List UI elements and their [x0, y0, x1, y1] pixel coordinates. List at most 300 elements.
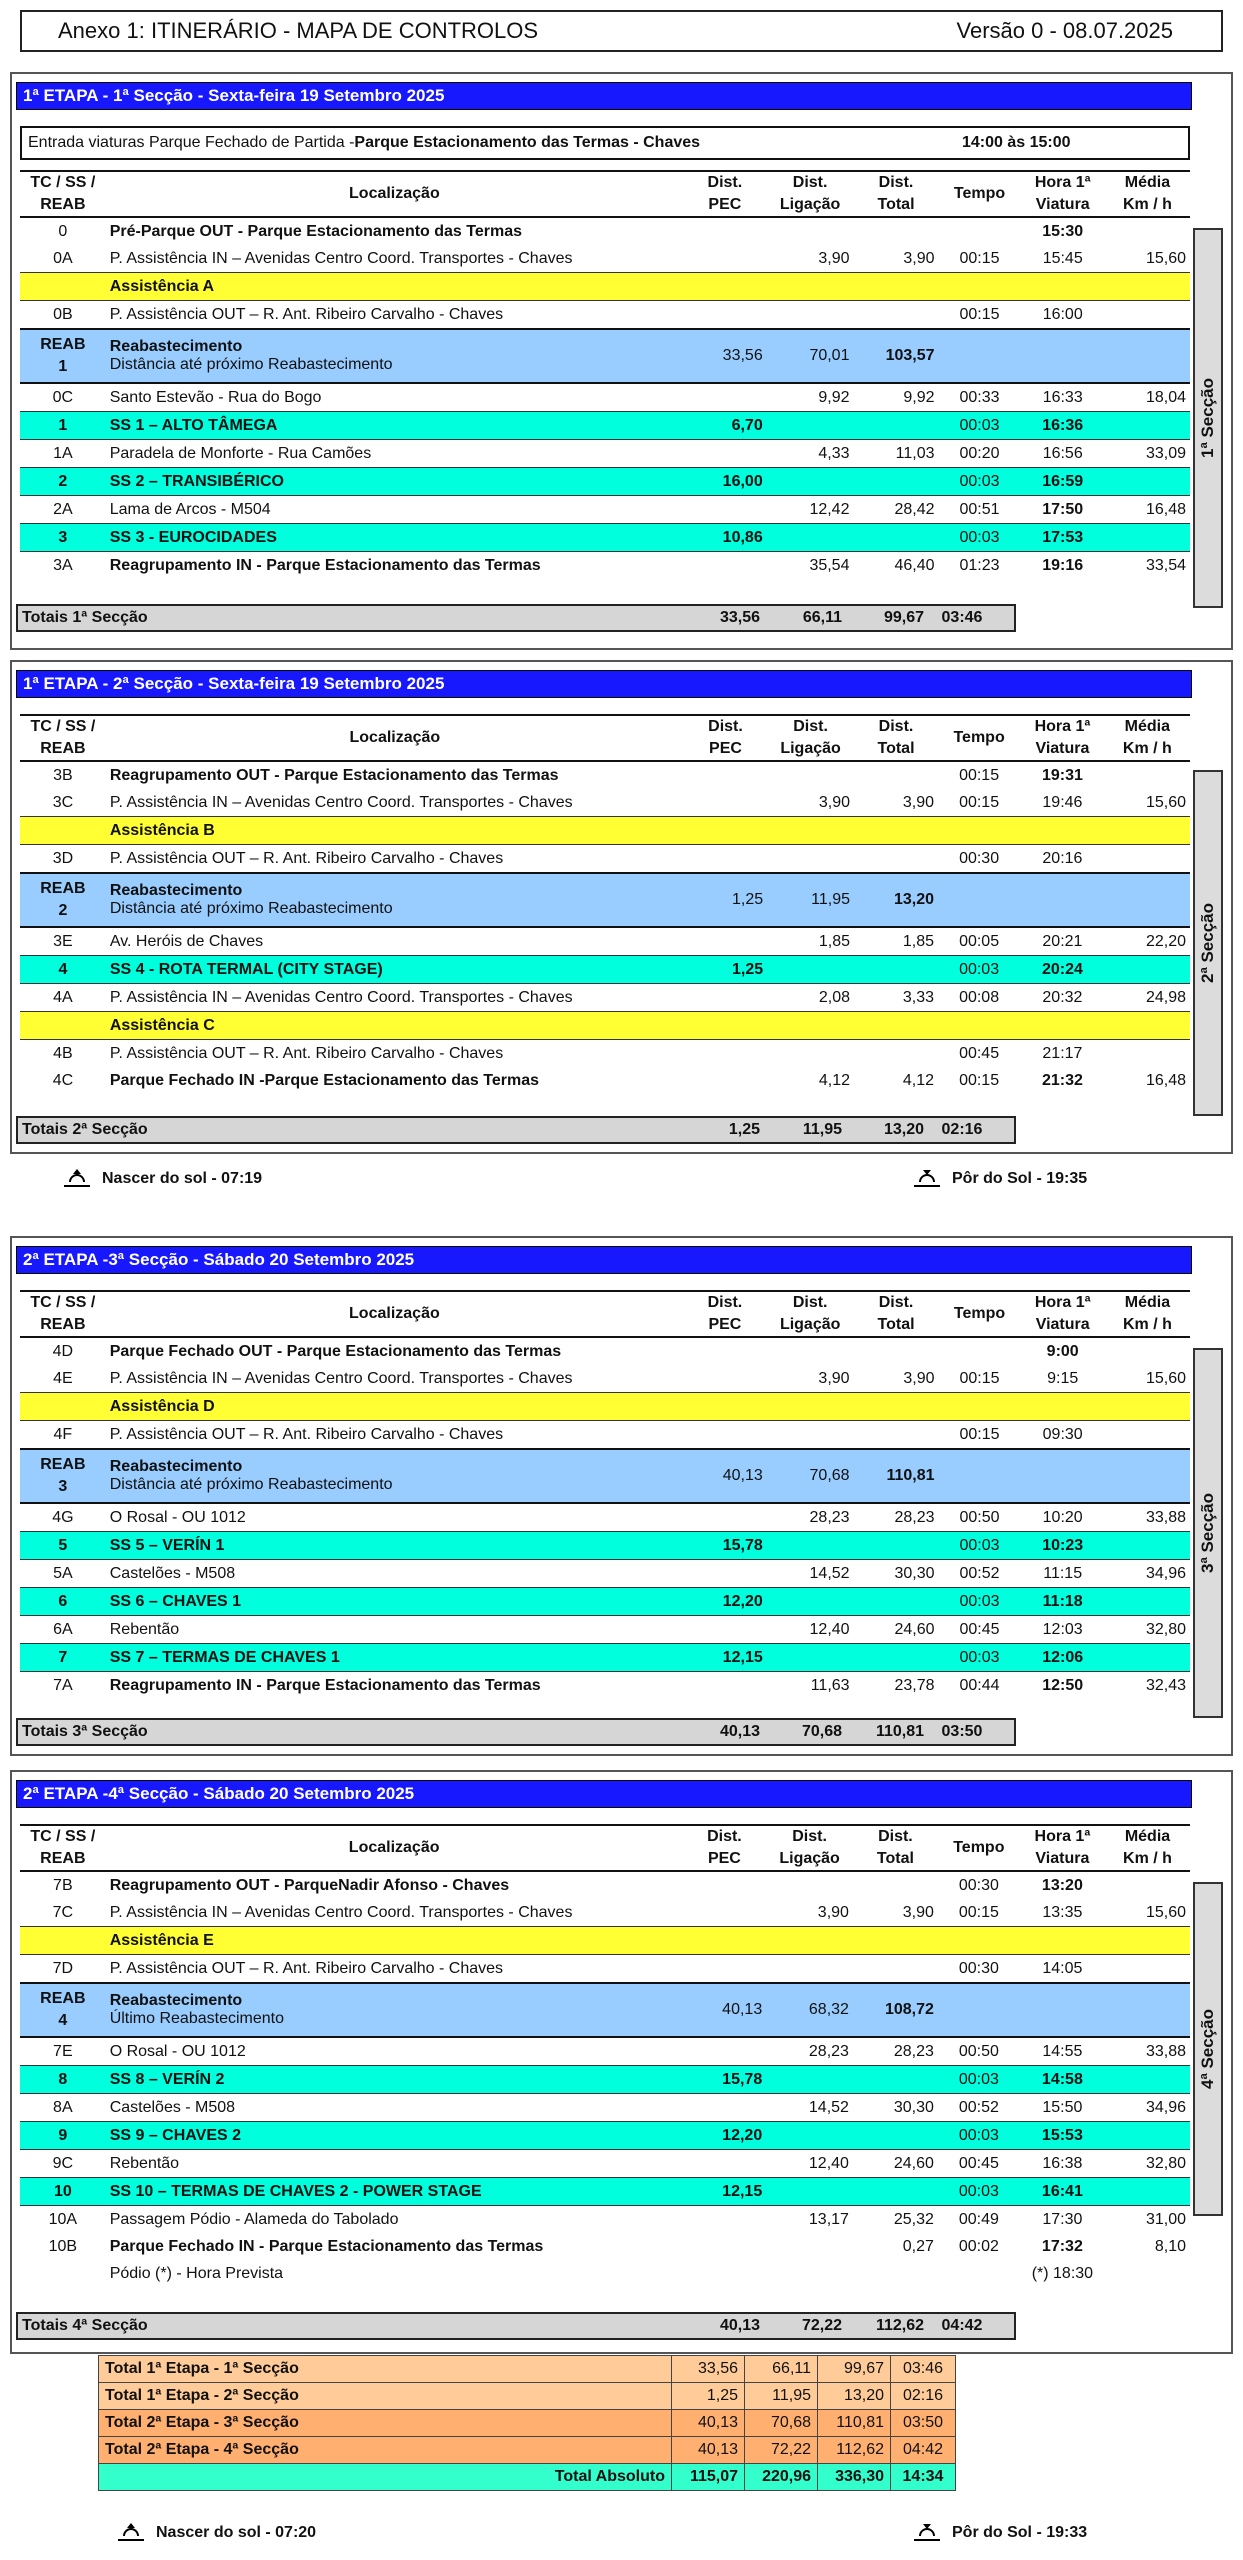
- row-dist-total: [853, 468, 938, 496]
- row-dist-ligacao: 2,08: [818, 988, 851, 1006]
- row-dist-total: 28,42: [894, 500, 935, 518]
- row-dist-pec: 33,56: [683, 329, 767, 383]
- row-media: 34,96: [1145, 1564, 1186, 1582]
- row-dist-total: [853, 524, 938, 552]
- row-id: 3A: [53, 556, 73, 574]
- row-media: 32,80: [1145, 1620, 1186, 1638]
- row-dist-pec: 12,20: [683, 1588, 767, 1616]
- row-dist-pec: 16,00: [683, 468, 767, 496]
- document-version: Versão 0 - 08.07.2025: [956, 18, 1173, 43]
- row-dist-total: 3,90: [903, 249, 935, 267]
- table-row: [20, 1955, 1190, 1984]
- summary-ligacao: 11,95: [745, 2383, 818, 2410]
- row-dist-ligacao: 12,40: [808, 2154, 849, 2172]
- row-id: 4B: [53, 1044, 73, 1062]
- row-location: Reagrupamento IN - Parque Estacionamento das Termas: [109, 556, 541, 574]
- totals-tot: 112,62: [875, 2317, 924, 2334]
- summary-ligacao: 66,11: [745, 2356, 818, 2383]
- col-media-sublabel: Km / h: [1123, 1850, 1172, 1867]
- row-dist-pec: 12,15: [683, 2178, 767, 2206]
- row-tempo: 00:03: [939, 1532, 1021, 1560]
- row-tempo: 00:15: [959, 1071, 1000, 1089]
- row-tempo: 00:15: [959, 305, 1000, 323]
- stage-row: [20, 2066, 1190, 2094]
- row-media: [1105, 217, 1190, 245]
- summary-tempo: 02:16: [891, 2383, 956, 2410]
- row-location: P. Assistência OUT – R. Ant. Ribeiro Carvalho - Chaves: [109, 305, 504, 323]
- row-location: [106, 1983, 683, 2037]
- row-media: [1105, 2178, 1190, 2206]
- side-text: 3ª Secção: [1198, 1492, 1218, 1574]
- row-location: SS 1 – ALTO TÂMEGA: [106, 412, 683, 440]
- stage-row: [20, 956, 1190, 984]
- row-dist-total: 3,33: [902, 988, 934, 1006]
- refuel-label: Reabastecimento: [109, 1458, 243, 1475]
- totals-tempo: 03:46: [941, 609, 983, 626]
- row-tempo: 00:30: [958, 1959, 999, 1977]
- row-dist-total: [853, 2260, 938, 2287]
- row-media: [1105, 1983, 1190, 2037]
- row-media: 22,20: [1145, 932, 1186, 950]
- row-dist-ligacao: [767, 845, 854, 874]
- col-pec-label: Dist.: [707, 174, 743, 191]
- col-loc-header: [106, 171, 683, 217]
- side-text: 1ª Secção: [1198, 377, 1218, 459]
- row-dist-pec: [683, 217, 767, 245]
- row-media: [1105, 1588, 1190, 1616]
- col-hora-header: [1020, 1825, 1105, 1871]
- row-dist-pec: [683, 496, 767, 524]
- row-location: SS 3 - EUROCIDADES: [106, 524, 683, 552]
- row-id-line1: REAB: [40, 880, 86, 897]
- col-media-label: Média: [1124, 718, 1171, 735]
- col-pec-label: Dist.: [707, 1828, 742, 1845]
- col-media-label: Média: [1124, 1828, 1171, 1845]
- col-lig-label: Dist.: [792, 1828, 827, 1845]
- totals-tempo: 03:50: [941, 1723, 983, 1740]
- stage-row: [20, 412, 1190, 440]
- row-id: [20, 1983, 106, 2037]
- row-media: [1105, 1927, 1190, 1955]
- row-id: 4F: [53, 1425, 73, 1443]
- summary-ligacao: 220,96: [745, 2464, 818, 2491]
- row-id: 1A: [53, 444, 73, 462]
- row-tempo: 00:03: [938, 2066, 1020, 2094]
- totals-tempo: 04:42: [941, 2317, 983, 2334]
- col-hora-sublabel: Viatura: [1035, 740, 1090, 757]
- refuel-label: Reabastecimento: [109, 338, 243, 355]
- row-dist-pec: [683, 2150, 767, 2178]
- row-id: [20, 817, 106, 845]
- col-tot-label: Dist.: [878, 1828, 913, 1845]
- row-dist-ligacao: [767, 1421, 854, 1450]
- refuel-label: Reabastecimento: [109, 1992, 243, 2009]
- row-id: [20, 873, 106, 927]
- col-id-label: TC / SS /: [30, 718, 96, 735]
- row-tempo: [939, 1449, 1021, 1503]
- row-hora: 19:31: [1041, 766, 1083, 784]
- stage-row: [20, 2122, 1190, 2150]
- row-id: [20, 1012, 106, 1040]
- col-hora-label: Hora 1ª: [1034, 174, 1091, 191]
- row-id: 1: [20, 412, 106, 440]
- col-tot-sublabel: Total: [877, 196, 915, 213]
- row-dist-total: [853, 2178, 938, 2206]
- table-row: [20, 761, 1190, 789]
- summary-pec: 33,56: [672, 2356, 745, 2383]
- row-id: 3E: [53, 932, 73, 950]
- row-media: 34,96: [1145, 2098, 1186, 2116]
- entrada-location: Parque Estacionamento das Termas - Chaves: [354, 134, 701, 151]
- row-dist-pec: [683, 2233, 767, 2260]
- row-location: P. Assistência IN – Avenidas Centro Coord. Transportes - Chaves: [109, 793, 573, 811]
- row-dist-total: 108,72: [853, 1983, 938, 2037]
- section-title: 1ª ETAPA - 2ª Secção - Sexta-feira 19 Setembro 2025: [16, 670, 1192, 698]
- row-location: SS 9 – CHAVES 2: [106, 2122, 683, 2150]
- row-dist-total: 3,90: [902, 1903, 934, 1921]
- col-tot-label: Dist.: [878, 718, 914, 735]
- row-tempo: 00:03: [939, 468, 1021, 496]
- row-tempo: [938, 2260, 1020, 2287]
- row-dist-pec: 6,70: [683, 412, 767, 440]
- sunset-1: [912, 1168, 1087, 1190]
- row-dist-total: [853, 217, 938, 245]
- row-location: O Rosal - OU 1012: [109, 1508, 246, 1526]
- row-id: 10A: [48, 2210, 78, 2228]
- column-header-row: [20, 715, 1190, 761]
- table-row: [20, 927, 1190, 956]
- row-tempo: 00:03: [939, 1644, 1021, 1672]
- totals-pec: 1,25: [728, 1121, 760, 1138]
- table-row: [20, 1503, 1190, 1532]
- table-row: [20, 496, 1190, 524]
- col-tempo-label: Tempo: [953, 729, 1005, 746]
- table-row: [20, 1067, 1190, 1094]
- refuel-note: Último Reabastecimento: [109, 2010, 284, 2027]
- totals-label: Totais 1ª Secção: [22, 609, 148, 626]
- row-location: SS 10 – TERMAS DE CHAVES 2 - POWER STAGE: [106, 2178, 683, 2206]
- row-dist-pec: [683, 1503, 767, 1532]
- row-hora: 20:16: [1042, 849, 1083, 867]
- row-id-line2: 4: [58, 2012, 68, 2029]
- row-location: O Rosal - OU 1012: [109, 2042, 246, 2060]
- row-dist-ligacao: 68,32: [766, 1983, 853, 2037]
- row-id: 10B: [48, 2237, 78, 2255]
- row-tempo: 00:52: [959, 1564, 1000, 1582]
- section-side-label: [1193, 770, 1223, 1116]
- col-hora-header: [1021, 171, 1105, 217]
- row-location: Parque Fechado OUT - Parque Estacionamento das Termas: [109, 1342, 562, 1360]
- row-dist-total: 28,23: [894, 1508, 935, 1526]
- row-dist-pec: 1,25: [684, 873, 767, 927]
- row-media: [1105, 1337, 1190, 1365]
- row-hora: 20:32: [1042, 988, 1083, 1006]
- row-tempo: 00:44: [959, 1676, 1000, 1694]
- row-hora: 13:20: [1041, 1876, 1083, 1894]
- row-id-line2: 1: [58, 358, 68, 375]
- row-dist-total: [853, 1927, 938, 1955]
- row-dist-total: [854, 1588, 939, 1616]
- sunrise-1: [62, 1168, 262, 1190]
- row-hora: 15:53: [1020, 2122, 1105, 2150]
- row-hora: [1021, 1393, 1105, 1421]
- col-tot-sublabel: Total: [876, 1850, 914, 1867]
- table-row: [20, 1899, 1190, 1927]
- row-dist-ligacao: 11,63: [810, 1676, 850, 1694]
- section-4: [10, 1770, 1233, 2354]
- row-media: [1105, 1012, 1190, 1040]
- col-hora-header: [1021, 1291, 1105, 1337]
- row-id: 4C: [52, 1071, 74, 1089]
- section-2: [10, 660, 1233, 1154]
- summary-row: [99, 2383, 956, 2410]
- row-location: [106, 1449, 683, 1503]
- row-hora: 21:32: [1041, 1071, 1083, 1089]
- col-hora-sublabel: Viatura: [1035, 1850, 1090, 1867]
- row-tempo: 00:15: [959, 1369, 1000, 1387]
- col-tempo-header: [938, 1825, 1020, 1871]
- row-media: [1105, 2066, 1190, 2094]
- summary-ligacao: 70,68: [745, 2410, 818, 2437]
- col-loc-header: [106, 715, 684, 761]
- row-tempo: 00:50: [959, 1508, 1000, 1526]
- row-tempo: [939, 273, 1021, 301]
- row-id-line1: REAB: [40, 336, 86, 353]
- row-dist-total: 46,40: [894, 556, 935, 574]
- row-id: 5A: [53, 1564, 73, 1582]
- row-dist-pec: [683, 2037, 767, 2066]
- row-id-line1: REAB: [40, 1456, 86, 1473]
- row-tempo: 00:15: [959, 1425, 1000, 1443]
- row-tempo: [938, 1012, 1020, 1040]
- sunset-text: Pôr do Sol - 19:33: [952, 2524, 1088, 2541]
- row-tempo: 00:30: [959, 849, 1000, 867]
- col-id-label: TC / SS /: [30, 1294, 96, 1311]
- row-tempo: 00:50: [958, 2042, 999, 2060]
- row-dist-pec: [683, 1616, 767, 1644]
- row-dist-total: 1,85: [902, 932, 934, 950]
- col-pec-sublabel: PEC: [707, 1850, 741, 1867]
- col-pec-header: [683, 1291, 767, 1337]
- row-dist-ligacao: [767, 1393, 854, 1421]
- row-dist-ligacao: 70,68: [767, 1449, 854, 1503]
- row-id: [20, 1393, 106, 1421]
- row-dist-pec: [683, 1393, 767, 1421]
- section-totals: [16, 604, 1016, 632]
- row-dist-pec: [683, 245, 767, 273]
- sunrise-icon: [62, 1168, 92, 1190]
- refuel-note: Distância até próximo Reabastecimento: [109, 900, 393, 917]
- section-title: 2ª ETAPA -3ª Secção - Sábado 20 Setembro 2025: [16, 1246, 1192, 1274]
- col-loc-header: [106, 1291, 683, 1337]
- col-media-header: [1105, 1291, 1190, 1337]
- row-id: 10: [20, 2178, 106, 2206]
- row-id-line2: 3: [58, 1478, 68, 1495]
- row-hora: (*) 18:30: [1031, 2264, 1094, 2282]
- table-row: [20, 2260, 1190, 2287]
- assistance-row: [20, 1393, 1190, 1421]
- row-location: Assistência D: [106, 1393, 683, 1421]
- row-media: [1105, 329, 1190, 383]
- row-media: [1105, 817, 1190, 845]
- row-id: [20, 2260, 106, 2287]
- table-row: [20, 845, 1190, 874]
- row-dist-total: [854, 845, 938, 874]
- row-tempo: [938, 817, 1020, 845]
- summary-total: 13,20: [818, 2383, 891, 2410]
- row-media: 18,04: [1145, 388, 1186, 406]
- table-row: [20, 1421, 1190, 1450]
- col-pec-header: [683, 1825, 767, 1871]
- col-tot-header: [853, 1825, 938, 1871]
- row-tempo: 00:08: [959, 988, 1000, 1006]
- row-location: Reagrupamento IN - Parque Estacionamento das Termas: [109, 1676, 541, 1694]
- row-dist-ligacao: 35,54: [809, 556, 850, 574]
- row-dist-ligacao: [767, 273, 854, 301]
- col-media-label: Média: [1124, 1294, 1171, 1311]
- row-location: Castelões - M508: [109, 2098, 236, 2116]
- col-hora-header: [1020, 715, 1105, 761]
- row-dist-pec: [683, 1955, 767, 1984]
- row-dist-ligacao: [767, 761, 854, 789]
- section-totals: [16, 1718, 1016, 1746]
- row-media: [1105, 873, 1190, 927]
- row-dist-total: 25,32: [893, 2210, 934, 2228]
- row-dist-ligacao: [766, 1955, 853, 1984]
- row-dist-ligacao: [767, 1012, 854, 1040]
- row-id: 3: [20, 524, 106, 552]
- row-hora: [1021, 329, 1105, 383]
- stage-row: [20, 1588, 1190, 1616]
- summary-ligacao: 72,22: [745, 2437, 818, 2464]
- row-hora: 19:46: [1042, 793, 1083, 811]
- row-dist-total: [853, 412, 938, 440]
- row-location: SS 5 – VERÍN 1: [106, 1532, 683, 1560]
- row-tempo: 00:03: [938, 2122, 1020, 2150]
- row-location: Assistência C: [106, 1012, 684, 1040]
- row-id: 3C: [52, 793, 74, 811]
- summary-pec: 40,13: [672, 2437, 745, 2464]
- row-dist-pec: 40,13: [683, 1983, 767, 2037]
- row-location: P. Assistência OUT – R. Ant. Ribeiro Carvalho - Chaves: [109, 849, 504, 867]
- totals-tempo: 02:16: [941, 1121, 983, 1138]
- row-media: 32,80: [1145, 2154, 1186, 2172]
- col-pec-sublabel: PEC: [709, 740, 742, 757]
- row-dist-total: 30,30: [893, 2098, 934, 2116]
- row-id-line2: 2: [58, 902, 68, 919]
- row-dist-ligacao: 14,52: [809, 1564, 850, 1582]
- row-hora: 16:56: [1042, 444, 1083, 462]
- col-tempo-label: Tempo: [953, 185, 1006, 202]
- row-media: [1105, 1040, 1190, 1068]
- control-table: [20, 1824, 1190, 2287]
- row-dist-ligacao: [767, 817, 854, 845]
- table-row: [20, 217, 1190, 245]
- row-tempo: 00:49: [958, 2210, 999, 2228]
- totals-lig: 70,68: [801, 1723, 842, 1740]
- row-hora: 14:58: [1020, 2066, 1105, 2094]
- row-location: [106, 873, 684, 927]
- row-dist-pec: 12,15: [683, 1644, 767, 1672]
- section-title: 2ª ETAPA -4ª Secção - Sábado 20 Setembro 2025: [16, 1780, 1192, 1808]
- summary-tempo: 03:46: [891, 2356, 956, 2383]
- row-dist-pec: [683, 273, 767, 301]
- row-tempo: 00:45: [958, 2154, 999, 2172]
- row-hora: [1021, 1449, 1105, 1503]
- row-location: SS 2 – TRANSIBÉRICO: [106, 468, 683, 496]
- summary-row: [99, 2356, 956, 2383]
- row-hora: 9:00: [1046, 1342, 1079, 1360]
- row-location: Castelões - M508: [109, 1564, 236, 1582]
- row-tempo: 00:03: [939, 524, 1021, 552]
- row-media: [1105, 1421, 1190, 1450]
- row-dist-pec: [684, 1040, 767, 1068]
- col-lig-header: [767, 171, 854, 217]
- row-dist-pec: [684, 927, 767, 956]
- row-dist-total: [854, 1644, 939, 1672]
- entrada-time: 14:00 às 15:00: [962, 134, 1071, 151]
- row-dist-total: [854, 1012, 938, 1040]
- row-id: 0C: [52, 388, 74, 406]
- row-tempo: 00:02: [958, 2237, 999, 2255]
- row-hora: 19:16: [1042, 556, 1084, 574]
- totals-lig: 11,95: [802, 1121, 842, 1138]
- row-media: [1105, 301, 1190, 330]
- col-id-header: [20, 171, 106, 217]
- summary-tempo: 04:42: [891, 2437, 956, 2464]
- row-media: 31,00: [1145, 2210, 1186, 2228]
- row-dist-pec: [684, 984, 767, 1012]
- totals-pec: 33,56: [719, 609, 760, 626]
- totals-tot: 99,67: [883, 609, 924, 626]
- col-hora-label: Hora 1ª: [1034, 1828, 1091, 1845]
- row-dist-total: 110,81: [854, 1449, 939, 1503]
- refuel-row: [20, 329, 1190, 383]
- row-location: P. Assistência OUT – R. Ant. Ribeiro Carvalho - Chaves: [109, 1044, 504, 1062]
- row-dist-total: 30,30: [894, 1564, 935, 1582]
- row-media: 33,09: [1145, 444, 1186, 462]
- row-tempo: 01:23: [959, 556, 1000, 574]
- row-dist-ligacao: 3,90: [818, 249, 850, 267]
- row-hora: 14:55: [1042, 2042, 1083, 2060]
- summary-label: Total 2ª Etapa - 4ª Secção: [99, 2437, 672, 2464]
- row-hora: 16:33: [1042, 388, 1083, 406]
- row-id: 7B: [53, 1876, 73, 1894]
- row-media: 24,98: [1145, 988, 1186, 1006]
- row-dist-pec: [683, 1927, 767, 1955]
- table-row: [20, 1337, 1190, 1365]
- row-tempo: 00:45: [959, 1620, 1000, 1638]
- col-tot-header: [854, 1291, 939, 1337]
- entrada-text: Entrada viaturas Parque Fechado de Partida -: [28, 134, 355, 151]
- col-media-sublabel: Km / h: [1122, 1316, 1172, 1333]
- table-row: [20, 2233, 1190, 2260]
- row-id: 6A: [53, 1620, 73, 1638]
- row-media: 32,43: [1145, 1676, 1186, 1694]
- col-loc-header: [106, 1825, 683, 1871]
- row-location: Rebentão: [109, 2154, 180, 2172]
- col-id-header: [20, 1291, 106, 1337]
- row-location: P. Assistência IN – Avenidas Centro Coord. Transportes - Chaves: [109, 249, 573, 267]
- refuel-row: [20, 873, 1190, 927]
- table-row: [20, 1672, 1190, 1700]
- stage-row: [20, 1532, 1190, 1560]
- row-hora: [1020, 1983, 1105, 2037]
- refuel-label: Reabastecimento: [109, 882, 243, 899]
- col-lig-sublabel: Ligação: [779, 196, 841, 213]
- totals-label: Totais 2ª Secção: [22, 1121, 148, 1138]
- row-dist-pec: [683, 1672, 767, 1700]
